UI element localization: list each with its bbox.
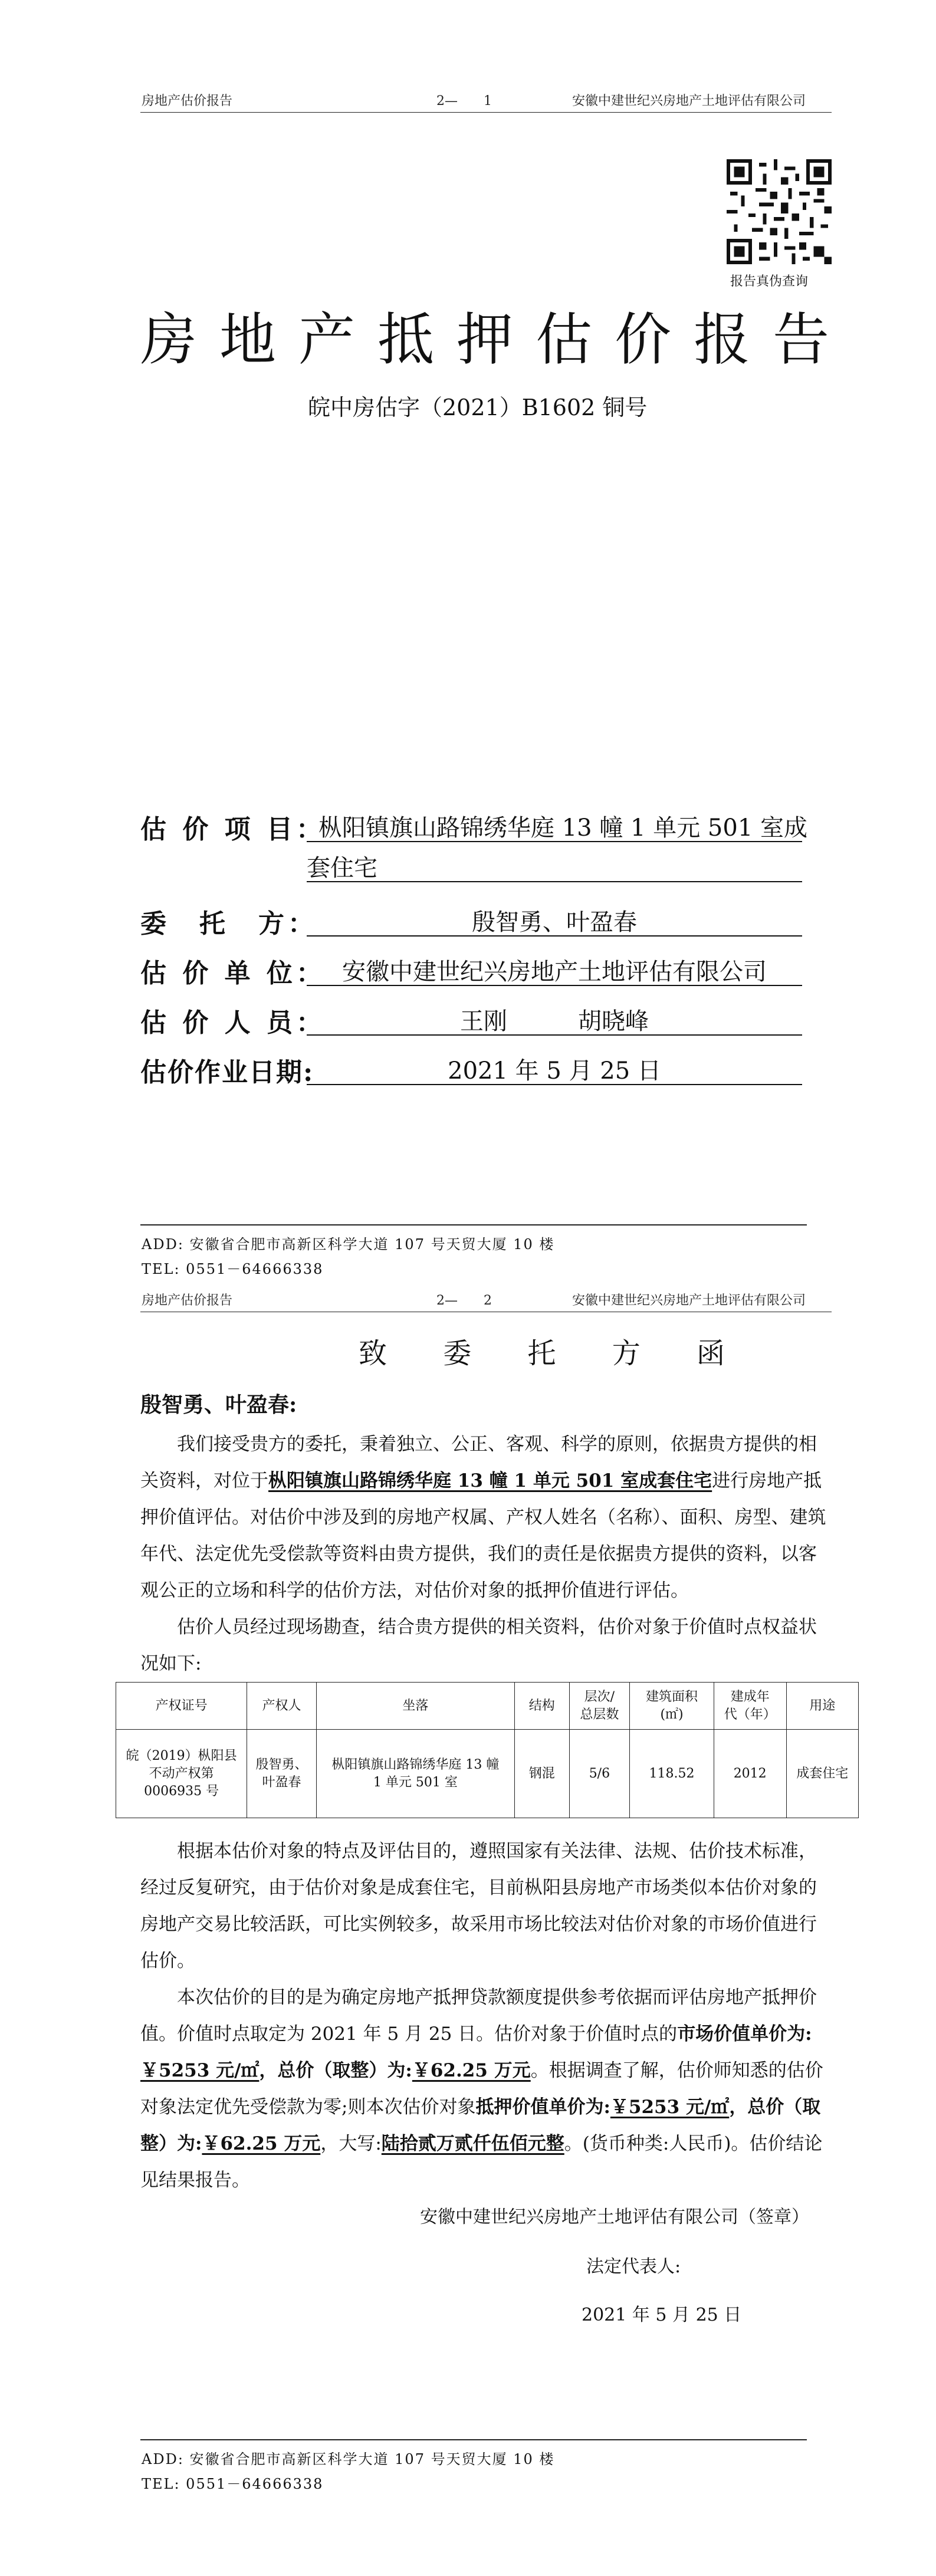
header-page-number: 2— 2 (436, 1293, 492, 1308)
qr-code[interactable] (727, 159, 832, 264)
p1-text-c: 进行房地产抵押价值评估。对估价中涉及到的房地产权属、产权人姓名（名称）、面积、房型、建筑年代、法定优先受偿款等资料由贵方提供，我们的责任是依据贵方提供的资料，以客观公正的立场和科学的估价方法，对估价对象的抵押价值进行评估。 (140, 1470, 826, 1601)
document-number: 皖中房估字（2021）B1602 铜号 (308, 395, 648, 420)
footer-address: ADD: 安徽省合肥市高新区科学大道 107 号天贸大厦 10 楼 (142, 1236, 555, 1253)
paragraph-2: 估价人员经过现场勘查，结合贵方提供的相关资料，估价对象于价值时点权益状况如下: (140, 1616, 817, 1674)
underline (307, 1034, 802, 1036)
p4-text: 本次估价的目的是为确定房地产抵押贷款额度提供参考依据而评估房地产抵押价值。价值时点取定为 2021 年 5 月 25 日。估价对象于价值时点的 (140, 1987, 817, 2045)
table-cell: 5/6 (569, 1730, 630, 1818)
table-header-cell: 建筑面积 (㎡) (630, 1683, 714, 1730)
p1-text-a: 我们接受贵方的委托，秉着独立、公正、客观、科学的原则，依据贵方提供的相关资料，对位于 (140, 1434, 817, 1491)
field-value-date: 2021 年 5 月 25 日 (448, 1057, 661, 1085)
paragraph-1 (140, 1426, 832, 1609)
field-value-project-line1: 枞阳镇旗山路锦绣华庭 13 幢 1 单元 501 室成 (318, 814, 807, 842)
paragraph-3: 根据本估价对象的特点及评估目的，遵照国家有关法律、法规、估价技术标准，经过反复研究，由于估价对象是成套住宅，目前枞阳县房地产市场类似本估价对象的房地产交易比较活跃，可比实例较多，故采用市场比较法对估价对象的市场价值进行估价。 (140, 1841, 817, 1972)
table-header-cell: 层次/ 总层数 (569, 1683, 630, 1730)
underline (307, 881, 802, 882)
header-left: 房地产估价报告 (142, 94, 233, 109)
p4-text: 则本次估价对象 (347, 2097, 476, 2118)
underline (307, 1084, 802, 1085)
property-rights-table (116, 1682, 859, 1818)
footer-rule (140, 1224, 807, 1225)
table-cell: 118.52 (630, 1730, 714, 1818)
table-cell: 2012 (714, 1730, 786, 1818)
footer-telephone: TEL: 0551－64666338 (142, 2476, 324, 2492)
table-header-cell: 产权人 (247, 1683, 317, 1730)
salutation: 殷智勇、叶盈春: (140, 1392, 297, 1417)
p4-market-unit-label: 市场价值单价为: (677, 2023, 812, 2045)
p4-mortgage-total-label: ，总价（取整）为: (140, 2097, 821, 2154)
table-cell: 钢混 (514, 1730, 569, 1818)
field-label-project: 估 价 项 目： (140, 814, 326, 845)
table-header-cell: 结构 (514, 1683, 569, 1730)
p4-mortgage-total-price: ￥62.25 万元 (202, 2133, 321, 2154)
header-right: 安徽中建世纪兴房地产土地评估有限公司 (572, 94, 806, 109)
table-cell: 枞阳镇旗山路锦绣华庭 13 幢 1 单元 501 室 (316, 1730, 514, 1818)
table-cell: 成套住宅 (786, 1730, 858, 1818)
underline (307, 985, 802, 986)
report-title: 房地产抵押估价报告 (140, 307, 852, 373)
table-header-row (116, 1683, 859, 1730)
table-cell: 殷智勇、 叶盈春 (247, 1730, 317, 1818)
header-left: 房地产估价报告 (142, 1293, 233, 1308)
signature-date: 2021 年 5 月 25 日 (582, 2305, 742, 2325)
header-page-number: 2— 1 (436, 94, 492, 109)
p4-amount-in-words: 陆拾贰万贰仟伍佰元整 (381, 2133, 564, 2154)
field-label-client: 委 托 方： (140, 909, 317, 939)
table-header-cell: 用途 (786, 1683, 858, 1730)
footer-telephone: TEL: 0551－64666338 (142, 1261, 324, 1277)
header-rule (140, 112, 832, 113)
p4-text: 。(货币种类:人民币)。估价结论见结果报告。 (140, 2133, 823, 2191)
p4-market-total-price: ￥62.25 万元 (412, 2060, 531, 2081)
field-label-appraiser-unit: 估 价 单 位： (140, 958, 326, 988)
p4-mortgage-unit-price: ￥5253 元/㎡ (610, 2097, 730, 2118)
table-header-cell: 坐落 (316, 1683, 514, 1730)
field-label-appraisers: 估 价 人 员： (140, 1008, 326, 1038)
p4-mortgage-unit-label: 抵押价值单价为: (475, 2097, 610, 2118)
underline (307, 935, 802, 937)
field-value-project-line2: 套住宅 (307, 855, 377, 882)
field-label-date: 估价作业日期: (140, 1057, 314, 1087)
p1-property-address: 枞阳镇旗山路锦绣华庭 13 幢 1 单元 501 室成套住宅 (268, 1470, 712, 1491)
p4-text: 。根据调查了解，估价师知悉的估价对象法定优先受偿款为零; (140, 2060, 823, 2118)
underline (307, 841, 802, 842)
letter-title: 致 委 托 方 函 (359, 1337, 749, 1370)
header-right: 安徽中建世纪兴房地产土地评估有限公司 (572, 1293, 806, 1308)
field-value-appraisers: 王刚 胡晓峰 (460, 1008, 649, 1035)
table-row (116, 1730, 859, 1818)
signature-company: 安徽中建世纪兴房地产土地评估有限公司（签章） (420, 2207, 809, 2227)
signature-legal-representative: 法定代表人: (586, 2256, 681, 2277)
p4-market-unit-price: ￥5253 元/㎡ (140, 2060, 260, 2081)
table-header-cell: 建成年 代（年） (714, 1683, 786, 1730)
table-cell: 皖（2019）枞阳县 不动产权第 0006935 号 (116, 1730, 247, 1818)
qr-caption: 报告真伪查询 (730, 274, 809, 289)
footer-address: ADD: 安徽省合肥市高新区科学大道 107 号天贸大厦 10 楼 (142, 2451, 555, 2467)
table-header-cell: 产权证号 (116, 1683, 247, 1730)
paragraph-4 (140, 1979, 832, 2199)
p4-market-total-label: ，总价（取整）为: (259, 2060, 412, 2081)
field-value-client: 殷智勇、叶盈春 (472, 909, 637, 936)
field-value-appraiser-unit: 安徽中建世纪兴房地产土地评估有限公司 (342, 958, 767, 985)
p4-text: ，大写: (320, 2133, 382, 2154)
footer-rule (140, 2439, 807, 2440)
